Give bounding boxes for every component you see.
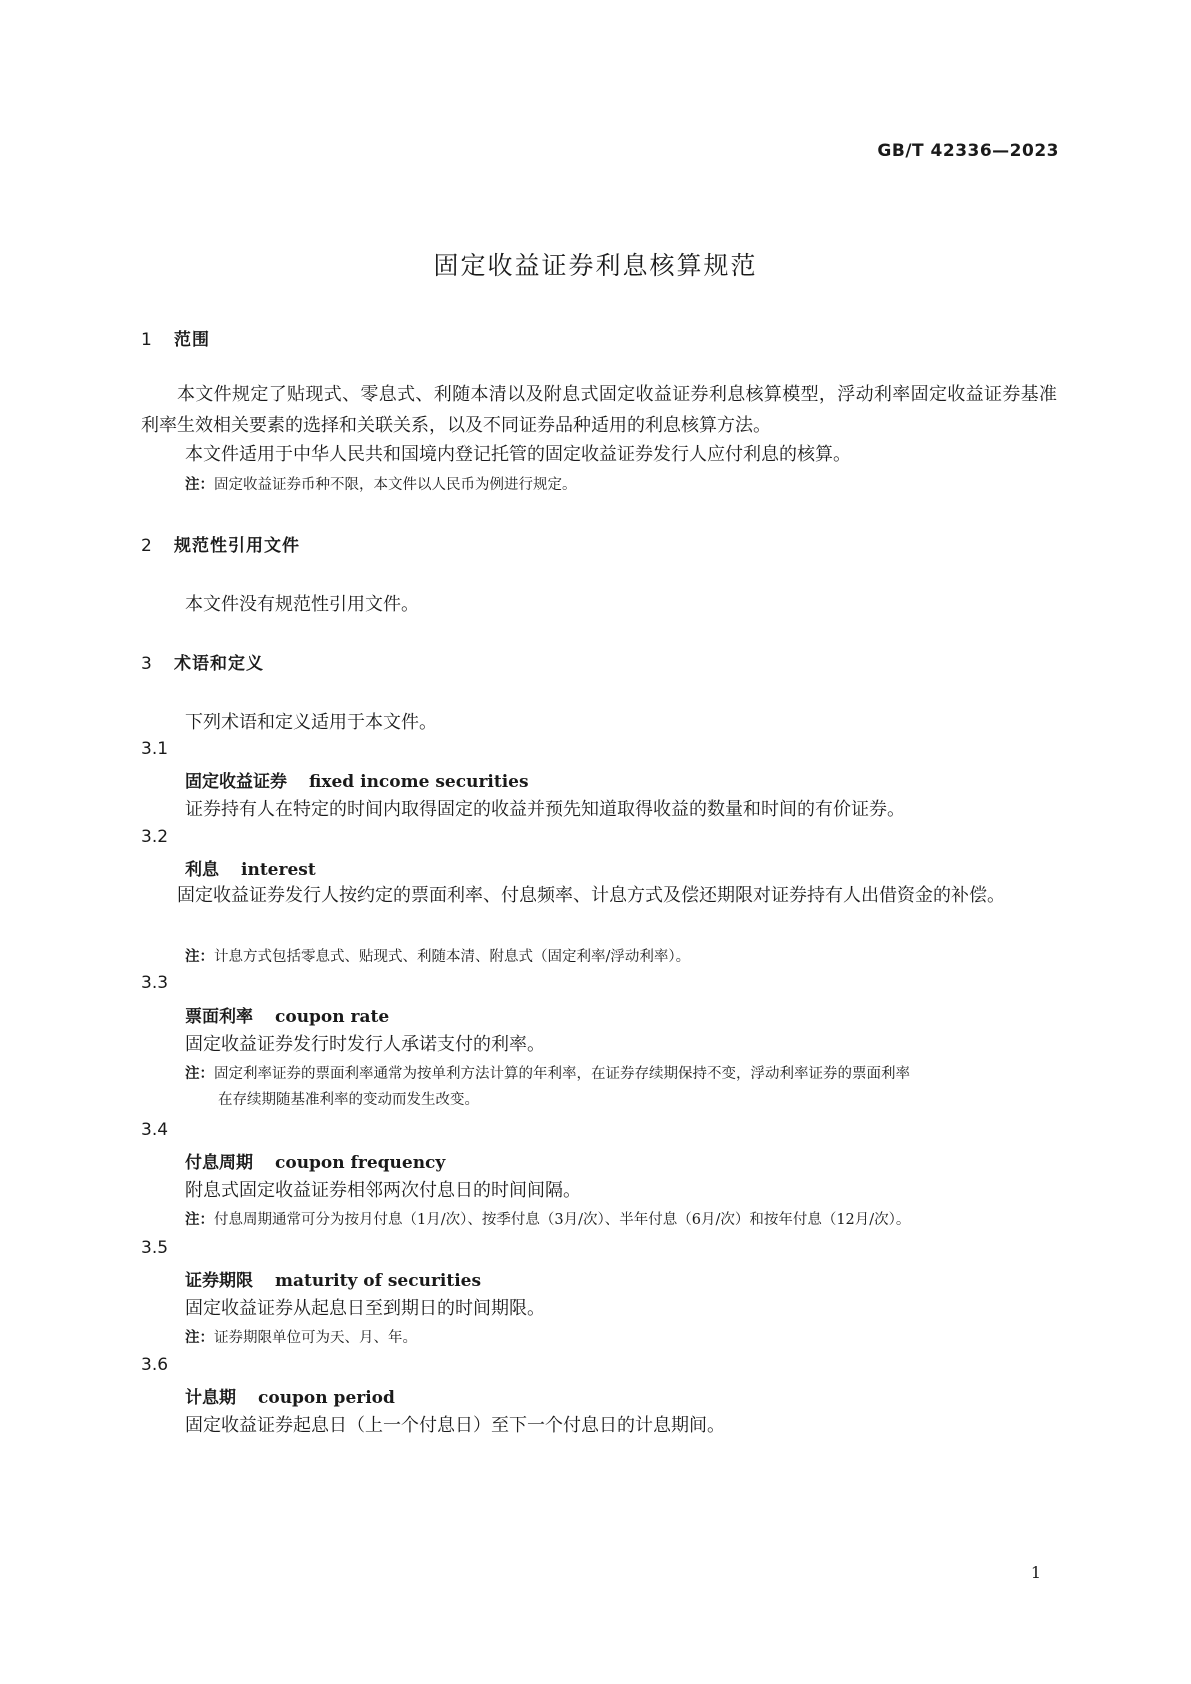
note-text: 证券期限单位可为天、月、年。 xyxy=(214,1330,417,1346)
standard-code: GB/T 42336—2023 xyxy=(877,141,1059,161)
term-note xyxy=(185,1207,1067,1233)
page-number: 1 xyxy=(1030,1563,1041,1582)
section-heading-terms xyxy=(141,649,264,674)
term-en: interest xyxy=(241,860,316,880)
note-text: 付息周期通常可分为按月付息（1月/次）、按季付息（3月/次）、半年付息（6月/次）和按年付息（12月/次）。 xyxy=(214,1212,911,1228)
term-heading xyxy=(185,1002,389,1027)
scope-paragraph-2: 本文件适用于中华人民共和国境内登记托管的固定收益证券发行人应付利息的核算。 xyxy=(185,444,851,465)
note-label: 注： xyxy=(185,477,214,493)
term-heading xyxy=(185,855,316,880)
terms-intro: 下列术语和定义适用于本文件。 xyxy=(185,712,437,733)
term-note xyxy=(185,1325,1067,1351)
term-en: coupon period xyxy=(258,1388,395,1408)
section-title: 术语和定义 xyxy=(174,654,264,674)
term-heading xyxy=(185,1148,445,1173)
document-title: 固定收益证券利息核算规范 xyxy=(433,251,758,280)
term-definition: 固定收益证券发行时发行人承诺支付的利率。 xyxy=(185,1034,545,1055)
term-definition: 固定收益证券起息日（上一个付息日）至下一个付息日的计息期间。 xyxy=(185,1415,725,1436)
term-en: maturity of securities xyxy=(275,1271,482,1291)
scope-note xyxy=(185,472,1067,498)
note-label: 注： xyxy=(185,1330,214,1346)
term-heading xyxy=(185,1266,481,1291)
term-definition: 附息式固定收益证券相邻两次付息日的时间间隔。 xyxy=(185,1180,581,1201)
term-zh: 付息周期 xyxy=(185,1153,253,1173)
term-note xyxy=(185,1061,1067,1113)
section-number: 2 xyxy=(141,536,152,556)
term-zh: 固定收益证券 xyxy=(185,772,287,792)
term-number: 3.1 xyxy=(141,739,169,759)
term-number: 3.6 xyxy=(141,1355,169,1375)
note-text-continued: 在存续期随基准利率的变动而发生改变。 xyxy=(218,1092,479,1108)
term-number: 3.2 xyxy=(141,827,169,847)
term-definition: 证券持有人在特定的时间内取得固定的收益并预先知道取得收益的数量和时间的有价证券。 xyxy=(185,799,905,820)
term-note xyxy=(185,944,1067,970)
section-heading-normative-refs xyxy=(141,531,300,556)
section-heading-scope xyxy=(141,325,210,350)
note-text: 固定收益证券币种不限，本文件以人民币为例进行规定。 xyxy=(214,477,577,493)
section-number: 1 xyxy=(141,330,152,350)
note-label: 注： xyxy=(185,949,214,965)
term-zh: 计息期 xyxy=(185,1388,236,1408)
section-number: 3 xyxy=(141,654,152,674)
term-en: coupon frequency xyxy=(275,1153,446,1173)
term-definition: 固定收益证券从起息日至到期日的时间期限。 xyxy=(185,1298,545,1319)
term-heading xyxy=(185,1383,395,1408)
term-en: coupon rate xyxy=(275,1007,390,1027)
note-text: 计息方式包括零息式、贴现式、利随本清、附息式（固定利率/浮动利率）。 xyxy=(214,949,691,965)
normative-refs-text: 本文件没有规范性引用文件。 xyxy=(185,594,419,615)
note-label: 注： xyxy=(185,1212,214,1228)
term-definition: 固定收益证券发行人按约定的票面利率、付息频率、计息方式及偿还期限对证券持有人出借资金的补偿。 xyxy=(177,885,1005,906)
section-title: 规范性引用文件 xyxy=(174,536,300,556)
term-en: fixed income securities xyxy=(309,772,529,792)
term-heading xyxy=(185,767,529,792)
term-number: 3.3 xyxy=(141,973,169,993)
term-number: 3.5 xyxy=(141,1238,169,1258)
term-zh: 利息 xyxy=(185,860,219,880)
term-zh: 票面利率 xyxy=(185,1007,253,1027)
term-number: 3.4 xyxy=(141,1120,169,1140)
term-zh: 证券期限 xyxy=(185,1271,253,1291)
scope-paragraph-1: 本文件规定了贴现式、零息式、利随本清以及附息式固定收益证券利息核算模型，浮动利率固定收益证券基准利率生效相关要素的选择和关联关系，以及不同证券品种适用的利息核算方法。 xyxy=(141,384,1057,436)
note-text: 固定利率证券的票面利率通常为按单利方法计算的年利率，在证券存续期保持不变，浮动利率证券的票面利率 xyxy=(214,1066,910,1082)
note-label: 注： xyxy=(185,1066,214,1082)
section-title: 范围 xyxy=(174,330,210,350)
